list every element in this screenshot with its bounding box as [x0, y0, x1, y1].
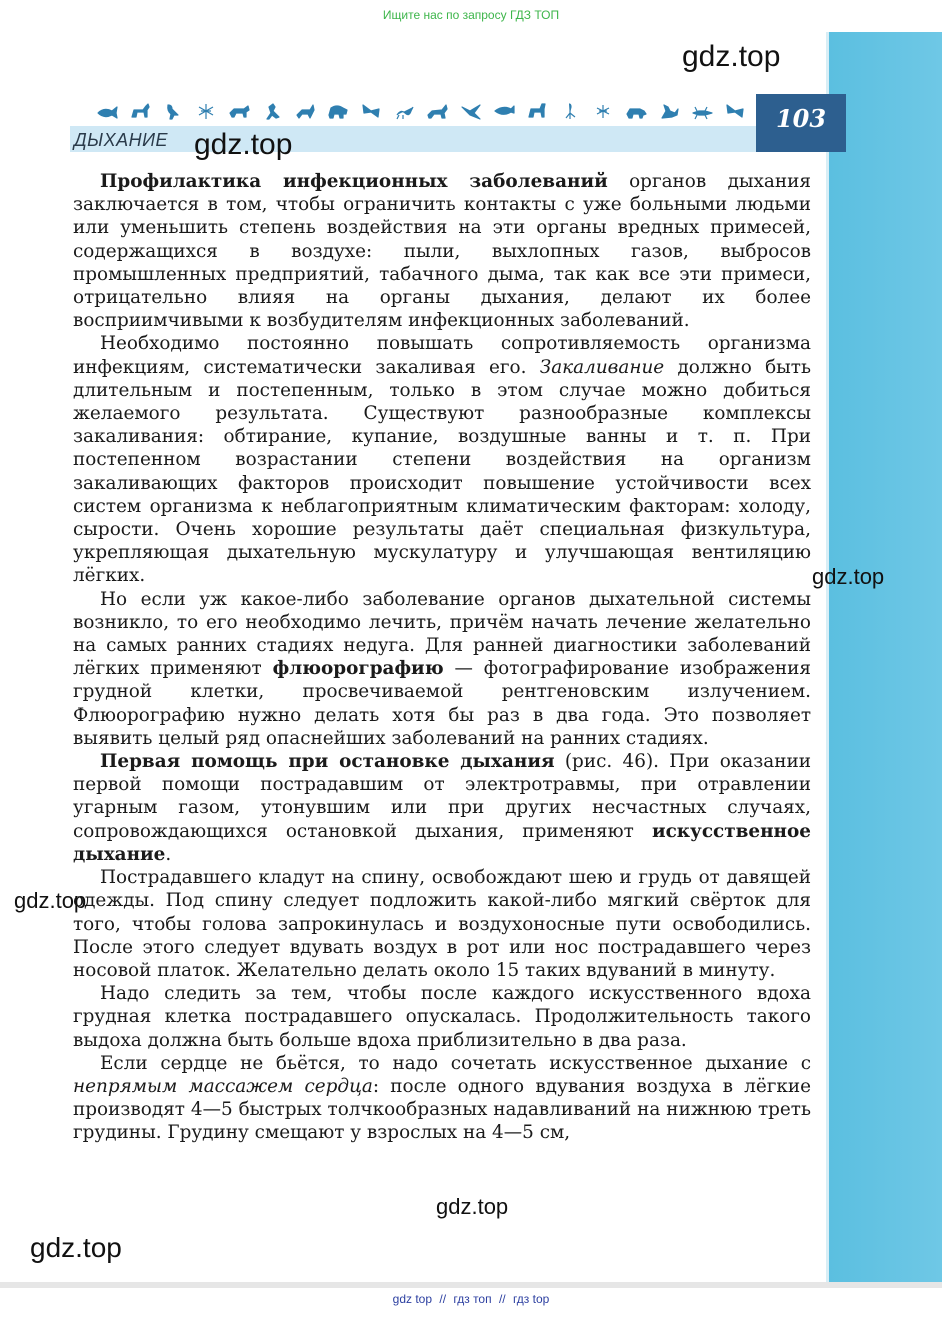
animal-ornament-row: [96, 98, 746, 124]
footer-separator: //: [439, 1292, 447, 1306]
butterfly-icon: [724, 101, 746, 121]
paragraph-prevention: [73, 170, 811, 332]
squirrel-icon: [658, 101, 680, 121]
watermark-left: gdz.top: [14, 888, 87, 913]
section-title: ДЫХАНИЕ: [74, 130, 169, 150]
heron-icon: [559, 101, 581, 121]
paragraph-exhale: Надо следить за тем, чтобы после каждого искусственного вдоха грудная клетка пострадавшего опускалась. Продолжительность такого выдоха должна быть больше вдоха приблизительно в два раза.: [73, 983, 811, 1051]
paragraph-hardening: [73, 332, 811, 587]
whale-icon: [493, 101, 515, 121]
butterfly-icon: [360, 101, 382, 121]
footer-separator: //: [498, 1292, 506, 1306]
watermark-right: gdz.top: [812, 564, 885, 589]
footer-links: [0, 1292, 942, 1306]
horse-icon: [426, 101, 448, 121]
paragraph-text: органов дыхания заключается в том, чтобы ограничить контакты с уже больными людьми или уменьшить степень воздействия на эти органы вредных примесей, содержащихся в воздухе: пыли, выхлопных газов, выбросов промышленных предприятий, табачного дыма, так как все эти примеси, отрицательно влияя на органы дыхания, делают их более восприимчивыми к возбудителям инфекционных заболеваний.: [73, 171, 811, 332]
bold-term: Первая помощь при остановке дыхания: [100, 751, 555, 773]
paragraph-text: — фотографирование изображения грудной клетки, просвечиваемой рентгеновским излучением. Флюорографию нужно делать хотя бы раз в два года. Это позволяет выявить целый ряд опаснейших заболеваний на ранних стадиях.: [73, 658, 811, 749]
page-number: 103: [775, 104, 827, 133]
fish-icon: [96, 101, 118, 121]
bird-flying-icon: [460, 101, 482, 121]
bison-icon: [327, 101, 349, 121]
footer-link-gdz-top[interactable]: gdz top: [392, 1292, 433, 1306]
paragraph-text: Необходимо постоянно повышать сопротивляемость организма инфекциям, систематически закаливая его.: [73, 333, 811, 378]
paragraph-text: Если сердце не бьётся, то надо сочетать искусственное дыхание с: [100, 1052, 811, 1074]
insect-icon: [195, 101, 217, 121]
boar-icon: [625, 101, 647, 121]
watermark-bottom-left: gdz.top: [30, 1232, 122, 1263]
body-text: [73, 170, 811, 1145]
italic-term: Закаливание: [539, 356, 665, 378]
bold-term: искусственное дыхание: [73, 820, 811, 865]
watermark-section: gdz.top: [194, 128, 293, 161]
paragraph-text: .: [165, 843, 172, 865]
antelope-icon: [294, 101, 316, 121]
scorpion-icon: [393, 101, 415, 121]
footer-link-gdz-top-ru[interactable]: гдз топ: [453, 1292, 492, 1306]
moose-icon: [526, 101, 548, 121]
lizard-icon: [691, 101, 713, 121]
paragraph-diagnostics: [73, 588, 811, 750]
paragraph-text: должно быть длительным и постепенным, только в этом случае можно добиться желаемого результата. Существуют разнообразные комплексы закаливания: обтирание, купание, воздушные ванны и т. п. При постепенном возрастании степени воздействия на организм закаливающих факторов происходит повышение устойчивости всех систем организма к неблагоприятным климатическим факторам: холоду, сырости. Очень хорошие результаты даёт специальная физкультура, укрепляющая дыхательную мускулатуру и улучшающая вентиляцию лёгких.: [73, 356, 811, 587]
paragraph-heart-massage: [73, 1052, 811, 1145]
wolf-icon: [228, 101, 250, 121]
paragraph-text: Но если уж какое-либо заболевание органов дыхательной системы возникло, то его необходимо лечить, причём начать лечение желательно на самых ранних стадиях недуга. Для ранней диагностики заболеваний лёгких применяют: [73, 588, 811, 680]
paragraph-text: : после одного вдувания воздуха в лёгкие производят 4—5 быстрых толчкообразных надавливаний на нижнюю треть грудины. Грудину смещают у взрослых на 4—5 см,: [73, 1075, 811, 1144]
bird-icon: [162, 101, 184, 121]
paragraph-text: (рис. 46). При оказании первой помощи пострадавшим от электротравмы, при отравлении угарным газом, утонувшим или при других несчастных случаях, сопровождающихся остановкой дыхания, применяют: [73, 751, 811, 842]
deer-icon: [129, 101, 151, 121]
paragraph-first-aid: [73, 750, 811, 866]
watermark-top: gdz.top: [682, 40, 781, 73]
bold-term: флюорографию: [272, 658, 444, 680]
section-header-bar: [70, 126, 756, 152]
bee-icon: [592, 101, 614, 121]
page-side-band: [826, 32, 942, 1282]
footer-link-gdz-top-mixed[interactable]: гдз top: [512, 1292, 550, 1306]
page-bottom-edge: [0, 1282, 942, 1288]
paragraph-procedure: Пострадавшего кладут на спину, освобождают шею и грудь от давящей одежды. Под спину следует подложить какой-либо мягкий свёрток для того, чтобы голова запрокинулась и воздухоносные пути освободились. После этого следует вдувать воздух в рот или нос пострадавшего через носовой платок. Желательно делать около 15 таких вдуваний в минуту.: [73, 867, 811, 981]
italic-term: непрямым массажем сердца: [73, 1075, 373, 1097]
top-banner: Ищите нас по запросу ГДЗ ТОП: [382, 8, 560, 22]
kangaroo-icon: [261, 101, 283, 121]
bold-term: Профилактика инфекционных заболеваний: [100, 171, 608, 192]
watermark-center: gdz.top: [436, 1194, 509, 1219]
